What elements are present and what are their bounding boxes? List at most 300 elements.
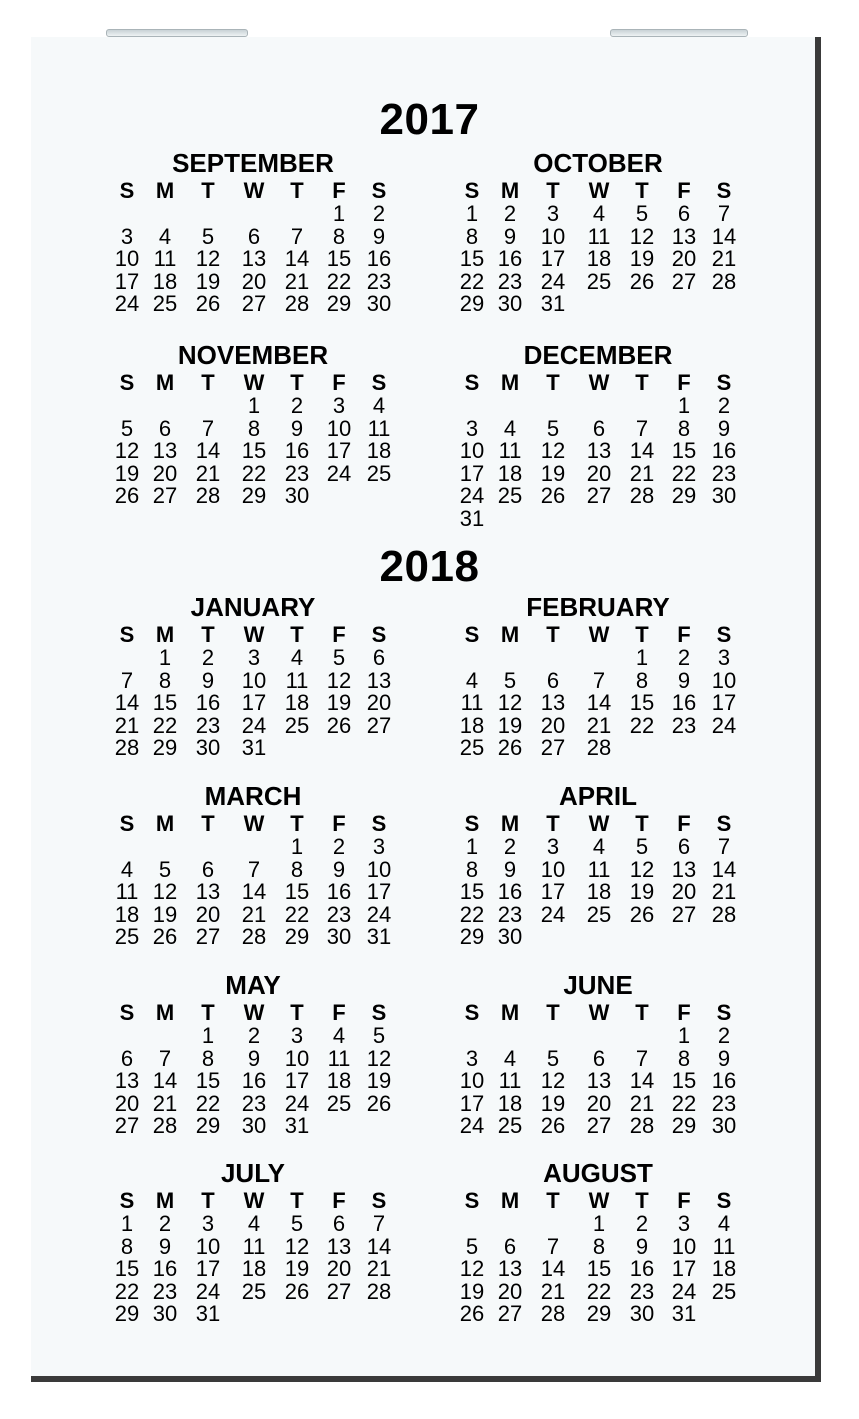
weekday-header: W (243, 622, 265, 647)
weekday-header: M (155, 370, 175, 395)
day-cell: 1 (465, 834, 479, 859)
weekday-header: S (464, 622, 480, 647)
day-cell: 11 (367, 415, 391, 441)
day-cell: 20 (241, 268, 267, 294)
day-cell: 24 (284, 1090, 310, 1116)
day-cell: 14 (586, 690, 612, 715)
day-cell: 29 (114, 1301, 140, 1326)
day-cell: 21 (366, 1256, 392, 1281)
day-cell: 5 (201, 223, 215, 249)
day-cell: 28 (629, 1113, 655, 1138)
day-cell: 4 (332, 1023, 346, 1048)
weekday-header: M (155, 178, 175, 203)
day-cell: 24 (114, 291, 140, 316)
weekday-header: W (588, 1188, 610, 1213)
weekday-header: S (371, 178, 387, 203)
day-cell: 17 (671, 1256, 697, 1281)
day-cell: 21 (152, 1090, 178, 1116)
day-cell: 26 (540, 483, 566, 508)
day-cell: 8 (158, 667, 172, 693)
day-cell: 12 (114, 438, 140, 463)
day-cell: 22 (326, 268, 352, 294)
day-cell: 22 (284, 901, 310, 927)
weekday-header: W (588, 811, 610, 836)
day-cell: 8 (120, 1233, 134, 1259)
weekday-header: S (716, 1000, 732, 1025)
day-cell: 7 (635, 1045, 649, 1071)
day-cell: 1 (120, 1211, 134, 1236)
weekday-header: T (290, 811, 304, 836)
day-cell: 25 (241, 1278, 267, 1304)
day-cell: 4 (247, 1211, 261, 1236)
weekday-header: T (635, 622, 649, 647)
day-cell: 7 (546, 1233, 560, 1259)
year-heading: 2017 (379, 95, 480, 144)
weekday-header: T (546, 370, 560, 395)
day-cell: 27 (152, 483, 178, 508)
day-cell: 5 (546, 1045, 560, 1071)
day-cell: 10 (326, 415, 352, 441)
day-cell: 31 (241, 735, 267, 760)
weekday-header: M (155, 811, 175, 836)
day-cell: 26 (497, 735, 523, 760)
month-november (108, 342, 398, 542)
weekday-header: F (677, 622, 691, 647)
day-cell: 12 (326, 667, 352, 693)
day-cell: 26 (195, 291, 221, 316)
day-cell: 3 (465, 1045, 479, 1071)
day-cell: 23 (497, 268, 523, 294)
day-cell: 9 (332, 856, 346, 882)
day-cell: 15 (326, 246, 352, 271)
day-cell: 18 (497, 460, 523, 486)
day-cell: 20 (152, 460, 178, 486)
day-cell: 7 (635, 415, 649, 441)
day-cell: 3 (717, 645, 731, 670)
day-cell: 29 (284, 924, 310, 949)
day-cell: 22 (152, 712, 178, 738)
day-cell: 25 (284, 712, 310, 738)
day-cell: 6 (158, 415, 172, 441)
day-cell: 1 (592, 1211, 606, 1236)
weekday-header: T (635, 1000, 649, 1025)
day-cell: 27 (114, 1113, 140, 1138)
day-cell: 31 (671, 1301, 697, 1326)
day-cell: 9 (201, 667, 215, 693)
day-cell: 6 (546, 667, 560, 693)
month-january (108, 594, 398, 794)
day-cell: 9 (635, 1233, 649, 1259)
day-cell: 1 (158, 645, 172, 670)
weekday-header: W (243, 1188, 265, 1213)
day-cell: 3 (372, 834, 386, 859)
weekday-header: T (201, 1188, 215, 1213)
month-august (453, 1160, 743, 1360)
day-cell: 18 (284, 690, 310, 715)
day-cell: 6 (372, 645, 386, 670)
day-cell: 4 (503, 415, 517, 441)
day-cell: 13 (114, 1068, 140, 1093)
day-cell: 9 (717, 415, 731, 441)
day-cell: 10 (671, 1233, 697, 1259)
day-cell: 30 (711, 1113, 737, 1138)
day-cell: 2 (247, 1023, 261, 1048)
weekday-header: W (243, 811, 265, 836)
day-cell: 24 (459, 1113, 485, 1138)
day-cell: 12 (629, 856, 655, 882)
day-cell: 8 (290, 856, 304, 882)
day-cell: 17 (711, 690, 737, 715)
month-name: JANUARY (190, 592, 316, 622)
day-cell: 5 (465, 1233, 479, 1259)
day-cell: 6 (677, 201, 691, 226)
day-cell: 4 (503, 1045, 517, 1071)
day-cell: 11 (498, 438, 522, 463)
day-cell: 30 (152, 1301, 178, 1326)
day-cell: 17 (114, 268, 140, 294)
day-cell: 31 (284, 1113, 310, 1138)
day-cell: 31 (366, 924, 392, 949)
weekday-header: T (546, 178, 560, 203)
day-cell: 5 (290, 1211, 304, 1236)
weekday-header: S (119, 178, 135, 203)
day-cell: 9 (717, 1045, 731, 1071)
month-july (108, 1160, 398, 1360)
weekday-header: S (371, 622, 387, 647)
day-cell: 23 (711, 1090, 737, 1116)
day-cell: 11 (712, 1233, 736, 1259)
weekday-header: S (119, 1000, 135, 1025)
day-cell: 27 (540, 735, 566, 760)
day-cell: 5 (372, 1023, 386, 1048)
day-cell: 10 (366, 856, 392, 882)
day-cell: 11 (285, 667, 309, 693)
day-cell: 30 (241, 1113, 267, 1138)
day-cell: 16 (711, 1068, 737, 1093)
day-cell: 13 (497, 1256, 523, 1281)
day-cell: 17 (284, 1068, 310, 1093)
day-cell: 19 (114, 460, 140, 486)
day-cell: 30 (284, 483, 310, 508)
day-cell: 15 (459, 246, 485, 271)
weekday-header: S (464, 178, 480, 203)
weekday-header: S (716, 1188, 732, 1213)
day-cell: 25 (459, 735, 485, 760)
day-cell: 7 (158, 1045, 172, 1071)
day-cell: 28 (284, 291, 310, 316)
day-cell: 22 (241, 460, 267, 486)
day-cell: 9 (503, 856, 517, 882)
day-cell: 29 (326, 291, 352, 316)
day-cell: 13 (241, 246, 267, 271)
day-cell: 19 (326, 690, 352, 715)
day-cell: 29 (152, 735, 178, 760)
day-cell: 29 (241, 483, 267, 508)
month-may (108, 972, 398, 1172)
weekday-header: T (635, 178, 649, 203)
month-october (453, 150, 743, 350)
day-cell: 1 (332, 201, 346, 226)
day-cell: 16 (152, 1256, 178, 1281)
day-cell: 12 (497, 690, 523, 715)
day-cell: 20 (586, 460, 612, 486)
day-cell: 27 (241, 291, 267, 316)
day-cell: 10 (241, 667, 267, 693)
day-cell: 15 (671, 438, 697, 463)
weekday-header: S (716, 178, 732, 203)
weekday-header: S (371, 811, 387, 836)
weekday-header: T (290, 1188, 304, 1213)
day-cell: 5 (635, 201, 649, 226)
day-cell: 29 (671, 483, 697, 508)
day-cell: 8 (677, 1045, 691, 1071)
day-cell: 23 (195, 712, 221, 738)
day-cell: 18 (366, 438, 392, 463)
day-cell: 27 (671, 268, 697, 294)
day-cell: 26 (366, 1090, 392, 1116)
day-cell: 6 (120, 1045, 134, 1071)
day-cell: 21 (540, 1278, 566, 1304)
day-cell: 16 (711, 438, 737, 463)
weekday-header: S (716, 622, 732, 647)
day-cell: 22 (671, 1090, 697, 1116)
day-cell: 2 (635, 1211, 649, 1236)
day-cell: 26 (629, 268, 655, 294)
day-cell: 24 (326, 460, 352, 486)
day-cell: 14 (366, 1233, 392, 1259)
weekday-header: M (500, 1188, 520, 1213)
day-cell: 15 (152, 690, 178, 715)
day-cell: 7 (592, 667, 606, 693)
day-cell: 1 (247, 393, 261, 418)
day-cell: 2 (372, 201, 386, 226)
day-cell: 28 (195, 483, 221, 508)
day-cell: 22 (671, 460, 697, 486)
day-cell: 27 (195, 924, 221, 949)
weekday-header: F (332, 370, 346, 395)
day-cell: 15 (284, 879, 310, 904)
day-cell: 16 (497, 246, 523, 271)
day-cell: 2 (332, 834, 346, 859)
day-cell: 25 (586, 268, 612, 294)
day-cell: 11 (498, 1068, 522, 1093)
day-cell: 15 (629, 690, 655, 715)
day-cell: 21 (284, 268, 310, 294)
weekday-header: M (500, 1000, 520, 1025)
day-cell: 27 (326, 1278, 352, 1304)
day-cell: 30 (497, 924, 523, 949)
day-cell: 10 (540, 856, 566, 882)
day-cell: 4 (158, 223, 172, 249)
day-cell: 24 (671, 1278, 697, 1304)
weekday-header: S (464, 370, 480, 395)
day-cell: 20 (497, 1278, 523, 1304)
day-cell: 3 (546, 834, 560, 859)
weekday-header: S (371, 1188, 387, 1213)
day-cell: 25 (711, 1278, 737, 1304)
day-cell: 20 (540, 712, 566, 738)
day-cell: 6 (201, 856, 215, 882)
day-cell: 9 (247, 1045, 261, 1071)
month-name: FEBRUARY (526, 592, 670, 622)
day-cell: 25 (586, 901, 612, 927)
day-cell: 13 (195, 879, 221, 904)
day-cell: 3 (201, 1211, 215, 1236)
day-cell: 19 (152, 901, 178, 927)
day-cell: 24 (241, 712, 267, 738)
weekday-header: W (243, 370, 265, 395)
day-cell: 28 (629, 483, 655, 508)
weekday-header: T (546, 1188, 560, 1213)
day-cell: 16 (671, 690, 697, 715)
day-cell: 12 (152, 879, 178, 904)
weekday-header: S (119, 622, 135, 647)
binding-clip-right (610, 29, 748, 37)
day-cell: 29 (195, 1113, 221, 1138)
day-cell: 28 (540, 1301, 566, 1326)
day-cell: 9 (372, 223, 386, 249)
day-cell: 30 (711, 483, 737, 508)
day-cell: 2 (503, 201, 517, 226)
weekday-header: T (635, 811, 649, 836)
day-cell: 4 (592, 201, 606, 226)
day-cell: 17 (195, 1256, 221, 1281)
day-cell: 30 (497, 291, 523, 316)
day-cell: 8 (592, 1233, 606, 1259)
day-cell: 26 (114, 483, 140, 508)
day-cell: 18 (711, 1256, 737, 1281)
day-cell: 5 (635, 834, 649, 859)
day-cell: 14 (241, 879, 267, 904)
day-cell: 2 (290, 393, 304, 418)
weekday-header: M (155, 622, 175, 647)
weekday-header: F (677, 370, 691, 395)
weekday-header: F (332, 811, 346, 836)
month-december (453, 342, 743, 542)
day-cell: 29 (671, 1113, 697, 1138)
day-cell: 10 (459, 1068, 485, 1093)
day-cell: 30 (326, 924, 352, 949)
day-cell: 23 (629, 1278, 655, 1304)
day-cell: 14 (114, 690, 140, 715)
day-cell: 16 (497, 879, 523, 904)
day-cell: 12 (366, 1045, 392, 1071)
day-cell: 9 (158, 1233, 172, 1259)
day-cell: 4 (120, 856, 134, 882)
day-cell: 12 (629, 223, 655, 249)
day-cell: 16 (366, 246, 392, 271)
day-cell: 9 (290, 415, 304, 441)
month-name: AUGUST (543, 1158, 653, 1188)
day-cell: 26 (326, 712, 352, 738)
day-cell: 11 (460, 690, 484, 715)
day-cell: 23 (284, 460, 310, 486)
day-cell: 31 (459, 505, 485, 531)
day-cell: 19 (629, 879, 655, 904)
day-cell: 26 (459, 1301, 485, 1326)
day-cell: 25 (366, 460, 392, 486)
day-cell: 15 (586, 1256, 612, 1281)
day-cell: 10 (540, 223, 566, 249)
day-cell: 12 (284, 1233, 310, 1259)
day-cell: 30 (195, 735, 221, 760)
day-cell: 19 (540, 1090, 566, 1116)
day-cell: 19 (366, 1068, 392, 1093)
day-cell: 28 (586, 735, 612, 760)
day-cell: 1 (677, 1023, 691, 1048)
day-cell: 10 (114, 246, 140, 271)
day-cell: 6 (677, 834, 691, 859)
day-cell: 25 (152, 291, 178, 316)
day-cell: 6 (592, 1045, 606, 1071)
day-cell: 1 (677, 393, 691, 418)
day-cell: 23 (152, 1278, 178, 1304)
day-cell: 3 (290, 1023, 304, 1048)
day-cell: 7 (717, 834, 731, 859)
weekday-header: F (677, 1000, 691, 1025)
day-cell: 26 (284, 1278, 310, 1304)
day-cell: 20 (366, 690, 392, 715)
day-cell: 23 (241, 1090, 267, 1116)
day-cell: 18 (114, 901, 140, 927)
day-cell: 5 (158, 856, 172, 882)
month-name: JUNE (563, 970, 633, 1000)
day-cell: 4 (372, 393, 386, 418)
day-cell: 21 (629, 1090, 655, 1116)
day-cell: 3 (546, 201, 560, 226)
day-cell: 4 (465, 667, 479, 693)
day-cell: 12 (540, 1068, 566, 1093)
weekday-header: T (201, 1000, 215, 1025)
weekday-header: S (371, 370, 387, 395)
weekday-header: T (546, 622, 560, 647)
day-cell: 20 (114, 1090, 140, 1116)
day-cell: 1 (201, 1023, 215, 1048)
month-april (453, 783, 743, 983)
day-cell: 28 (366, 1278, 392, 1304)
year-heading: 2018 (379, 542, 480, 591)
weekday-header: T (201, 811, 215, 836)
day-cell: 10 (284, 1045, 310, 1071)
day-cell: 14 (152, 1068, 178, 1093)
binding-clip-left (106, 29, 248, 37)
day-cell: 15 (671, 1068, 697, 1093)
day-cell: 4 (290, 645, 304, 670)
day-cell: 19 (195, 268, 221, 294)
day-cell: 14 (284, 246, 310, 271)
day-cell: 24 (195, 1278, 221, 1304)
day-cell: 21 (711, 879, 737, 904)
month-name: SEPTEMBER (172, 148, 334, 178)
day-cell: 5 (503, 667, 517, 693)
day-cell: 18 (152, 268, 178, 294)
weekday-header: W (588, 178, 610, 203)
weekday-header: T (290, 370, 304, 395)
day-cell: 4 (592, 834, 606, 859)
day-cell: 14 (540, 1256, 566, 1281)
day-cell: 29 (459, 291, 485, 316)
day-cell: 11 (242, 1233, 266, 1259)
day-cell: 16 (195, 690, 221, 715)
day-cell: 31 (195, 1301, 221, 1326)
day-cell: 11 (327, 1045, 351, 1071)
month-name: DECEMBER (523, 340, 673, 370)
day-cell: 1 (465, 201, 479, 226)
weekday-header: M (155, 1188, 175, 1213)
day-cell: 21 (241, 901, 267, 927)
day-cell: 15 (459, 879, 485, 904)
day-cell: 28 (711, 901, 737, 927)
